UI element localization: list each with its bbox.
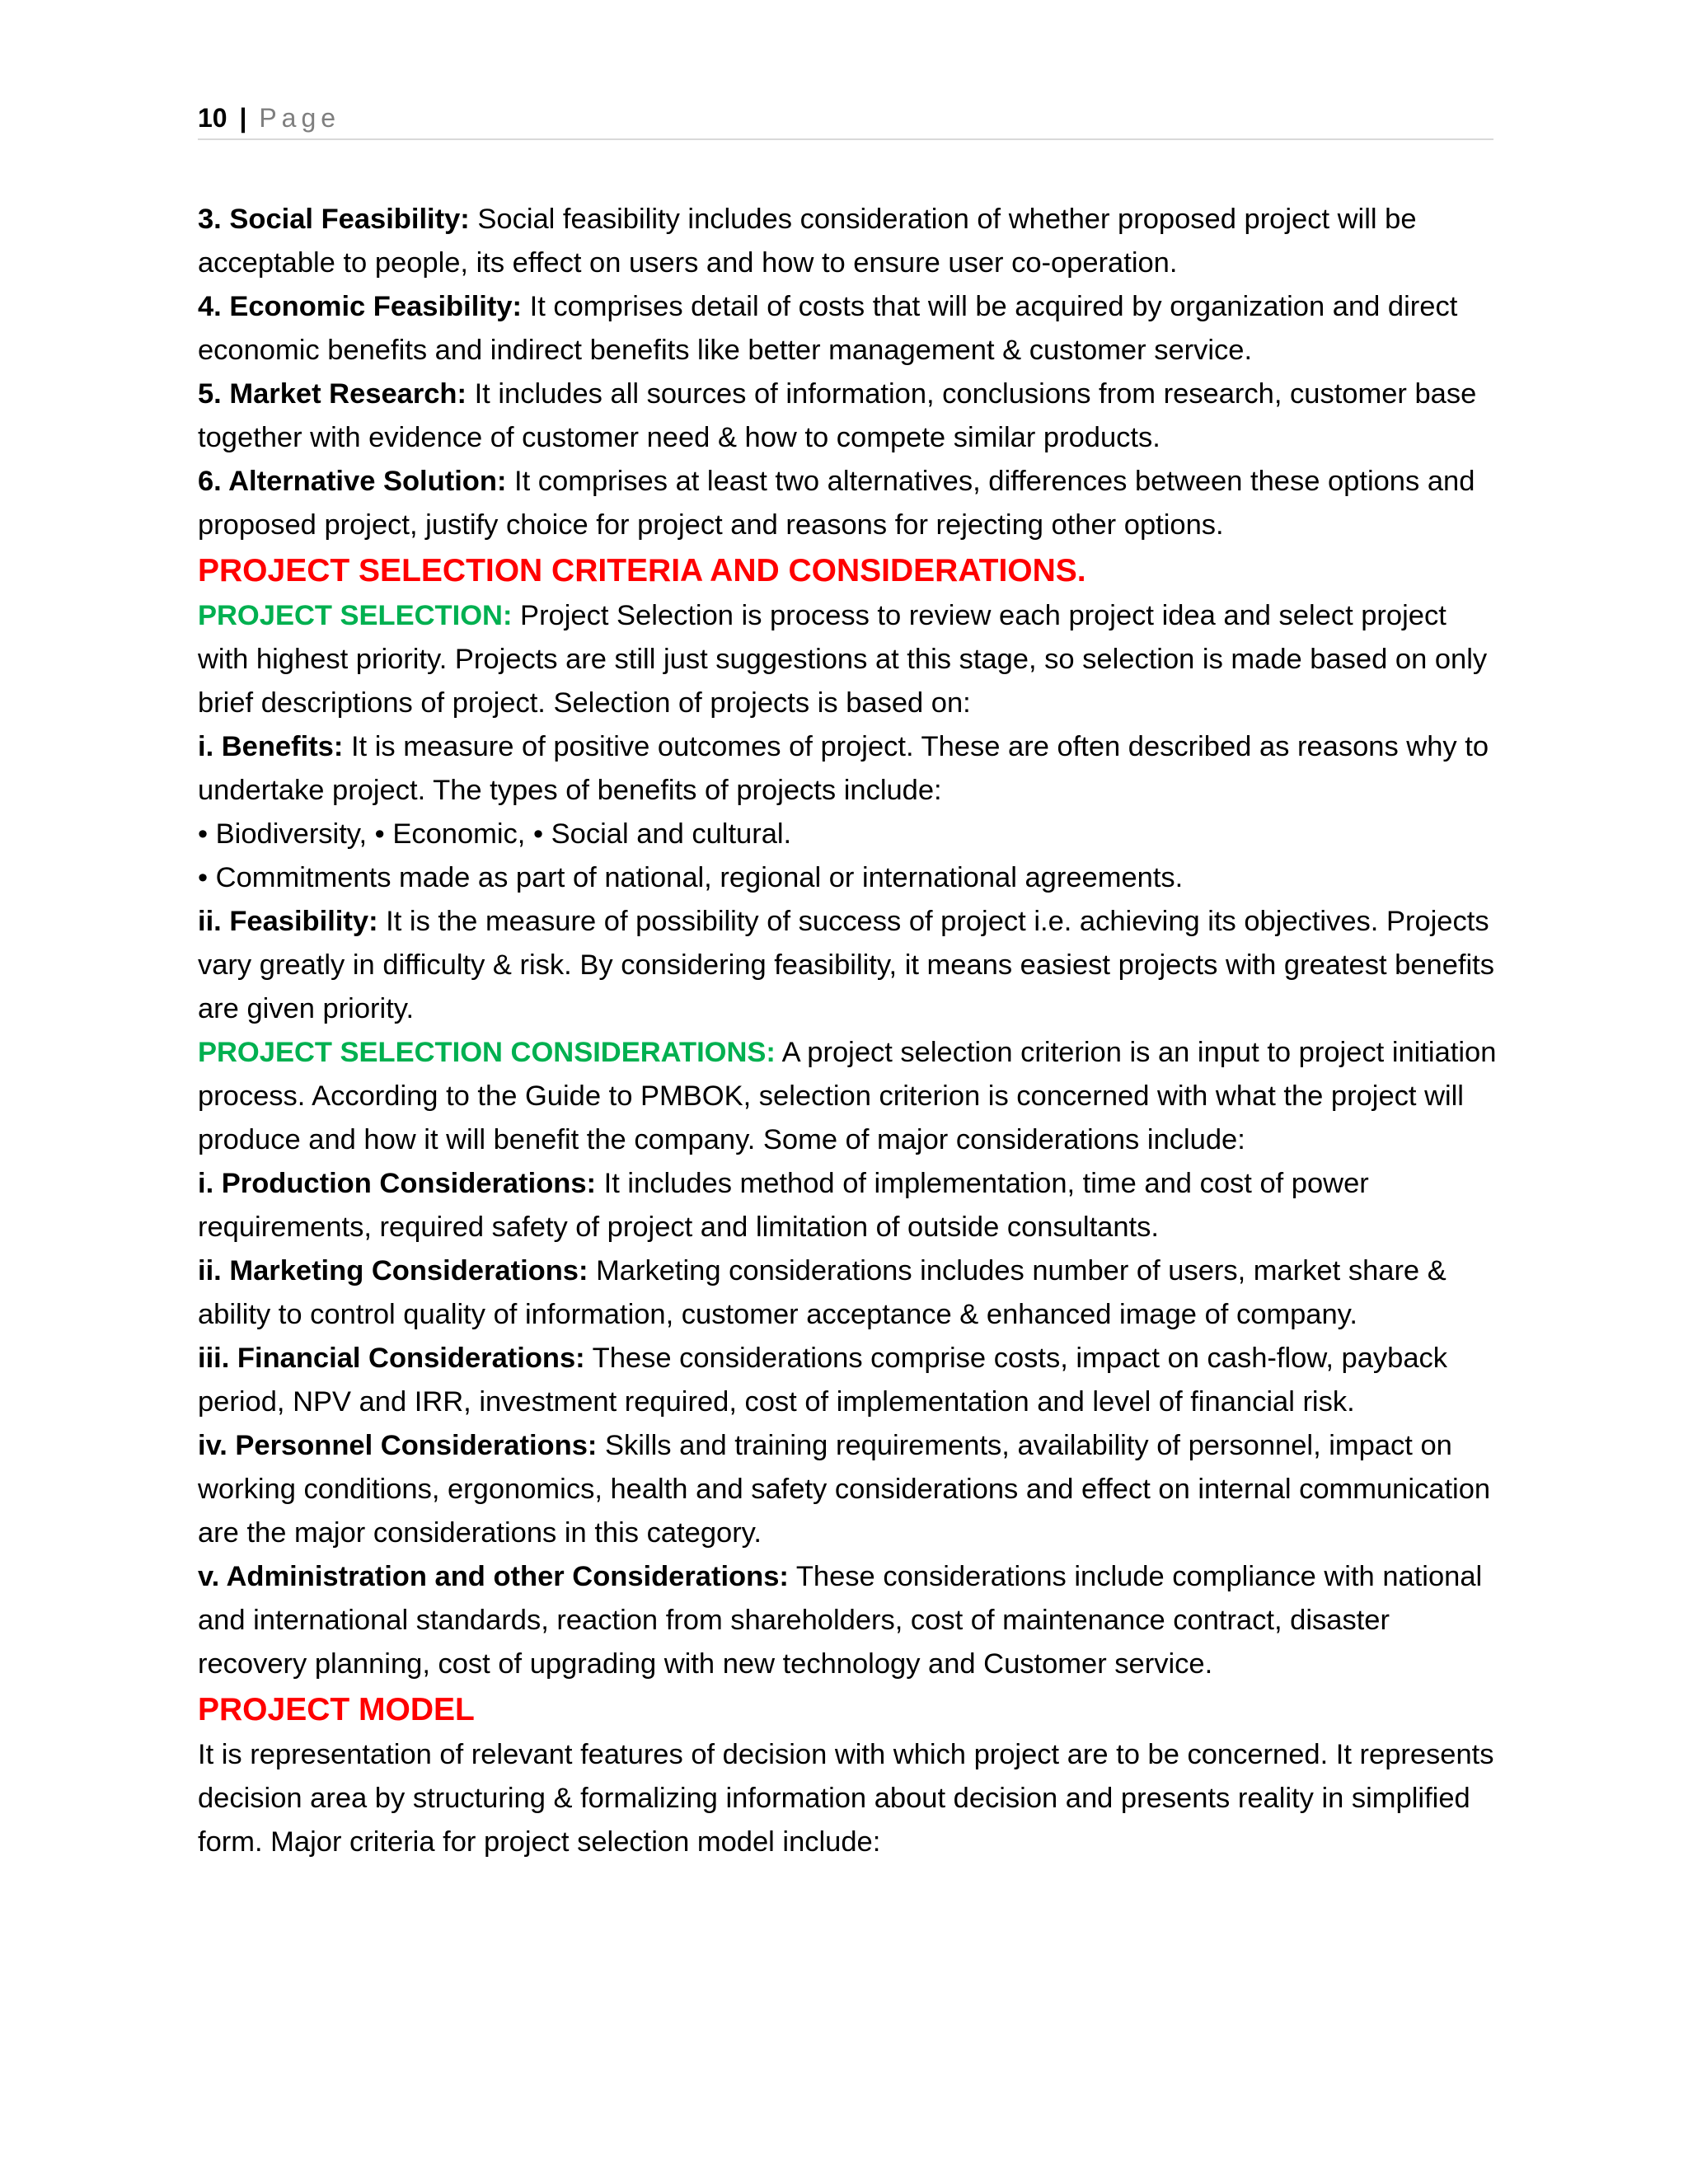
selection-considerations-text: A project selection criterion is an input to project initiation process. According to the Guide to PMBOK, selection criterion is concerned with what the project will produce and how it will benefit the company. Some of major considerations include: — [198, 1037, 1497, 1155]
financial-considerations-label: iii. Financial Considerations: — [198, 1343, 585, 1374]
social-feasibility-paragraph — [198, 198, 1500, 285]
project-selection-paragraph — [198, 594, 1500, 725]
selection-considerations-label: PROJECT SELECTION CONSIDERATIONS: — [198, 1037, 776, 1068]
marketing-considerations-text: Marketing considerations includes number of users, market share & ability to control quality of information, customer acceptance & enhanced image of company. — [198, 1255, 1447, 1330]
selection-considerations-paragraph — [198, 1031, 1500, 1162]
project-selection-text: Project Selection is process to review each project idea and select project with highest priority. Projects are still just suggestions at this stage, so selection is made based on only brief descriptions of project. Selection of projects is based on: — [198, 600, 1488, 719]
page-separator: | — [239, 103, 247, 133]
production-considerations-text: It includes method of implementation, time and cost of power requirements, required safety of project and limitation of outside consultants. — [198, 1168, 1369, 1243]
benefits-text: It is measure of positive outcomes of project. These are often described as reasons why to undertake project. The types of benefits of projects include: — [198, 731, 1489, 806]
social-feasibility-text: Social feasibility includes consideration of whether proposed project will be acceptable to people, its effect on users and how to ensure user co-operation. — [198, 204, 1417, 279]
production-considerations-paragraph — [198, 1162, 1500, 1249]
page-word: Page — [259, 103, 341, 133]
alternative-solution-paragraph — [198, 460, 1500, 547]
project-model-paragraph: It is representation of relevant features of decision with which project are to be concerned. It represents decision area by structuring & formalizing information about decision and presents reality in simplified form. Major criteria for project selection model include: — [198, 1739, 1494, 1858]
feasibility-paragraph — [198, 900, 1500, 1031]
marketing-considerations-label: ii. Marketing Considerations: — [198, 1255, 588, 1286]
personnel-considerations-paragraph — [198, 1424, 1500, 1555]
market-research-paragraph — [198, 373, 1500, 460]
alternative-solution-label: 6. Alternative Solution: — [198, 466, 507, 497]
personnel-considerations-label: iv. Personnel Considerations: — [198, 1430, 598, 1461]
criteria-heading: PROJECT SELECTION CRITERIA AND CONSIDERATIONS. — [198, 553, 1086, 588]
feasibility-text: It is the measure of possibility of success of project i.e. achieving its objectives. Projects vary greatly in difficulty & risk. By considering feasibility, it means easiest projects with greatest benefits are given priority. — [198, 906, 1494, 1024]
administration-considerations-label: v. Administration and other Considerations: — [198, 1561, 789, 1592]
market-research-label: 5. Market Research: — [198, 378, 467, 410]
marketing-considerations-paragraph — [198, 1249, 1500, 1337]
benefits-paragraph — [198, 725, 1500, 813]
project-model-heading: PROJECT MODEL — [198, 1692, 475, 1727]
production-considerations-label: i. Production Considerations: — [198, 1168, 597, 1199]
page-number: 10 — [198, 103, 227, 133]
document-body — [198, 198, 1500, 1864]
market-research-text: It includes all sources of information, conclusions from research, customer base together with evidence of customer need & how to compete similar products. — [198, 378, 1477, 453]
financial-considerations-text: These considerations comprise costs, impact on cash-flow, payback period, NPV and IRR, investment required, cost of implementation and level of financial risk. — [198, 1343, 1448, 1418]
economic-feasibility-text: It comprises detail of costs that will be acquired by organization and direct economic benefits and indirect benefits like better management & customer service. — [198, 291, 1458, 366]
page-header — [198, 97, 1493, 140]
financial-considerations-paragraph — [198, 1337, 1500, 1424]
project-selection-label: PROJECT SELECTION: — [198, 600, 513, 631]
alternative-solution-text: It comprises at least two alternatives, differences between these options and proposed project, justify choice for project and reasons for rejecting other options. — [198, 466, 1475, 541]
administration-considerations-paragraph — [198, 1555, 1500, 1686]
economic-feasibility-label: 4. Economic Feasibility: — [198, 291, 523, 322]
social-feasibility-label: 3. Social Feasibility: — [198, 204, 470, 235]
feasibility-label: ii. Feasibility: — [198, 906, 378, 937]
bullet-line-1: • Biodiversity, • Economic, • Social and cultural. — [198, 818, 792, 850]
economic-feasibility-paragraph — [198, 285, 1500, 373]
administration-considerations-text: These considerations include compliance with national and international standards, reaction from shareholders, cost of maintenance contract, disaster recovery planning, cost of upgrading with new technology and Customer service. — [198, 1561, 1483, 1680]
personnel-considerations-text: Skills and training requirements, availability of personnel, impact on working conditions, ergonomics, health and safety considerations and effect on internal communication are the major considerations in this category. — [198, 1430, 1491, 1549]
benefits-label: i. Benefits: — [198, 731, 344, 762]
bullet-line-2: • Commitments made as part of national, regional or international agreements. — [198, 862, 1184, 893]
